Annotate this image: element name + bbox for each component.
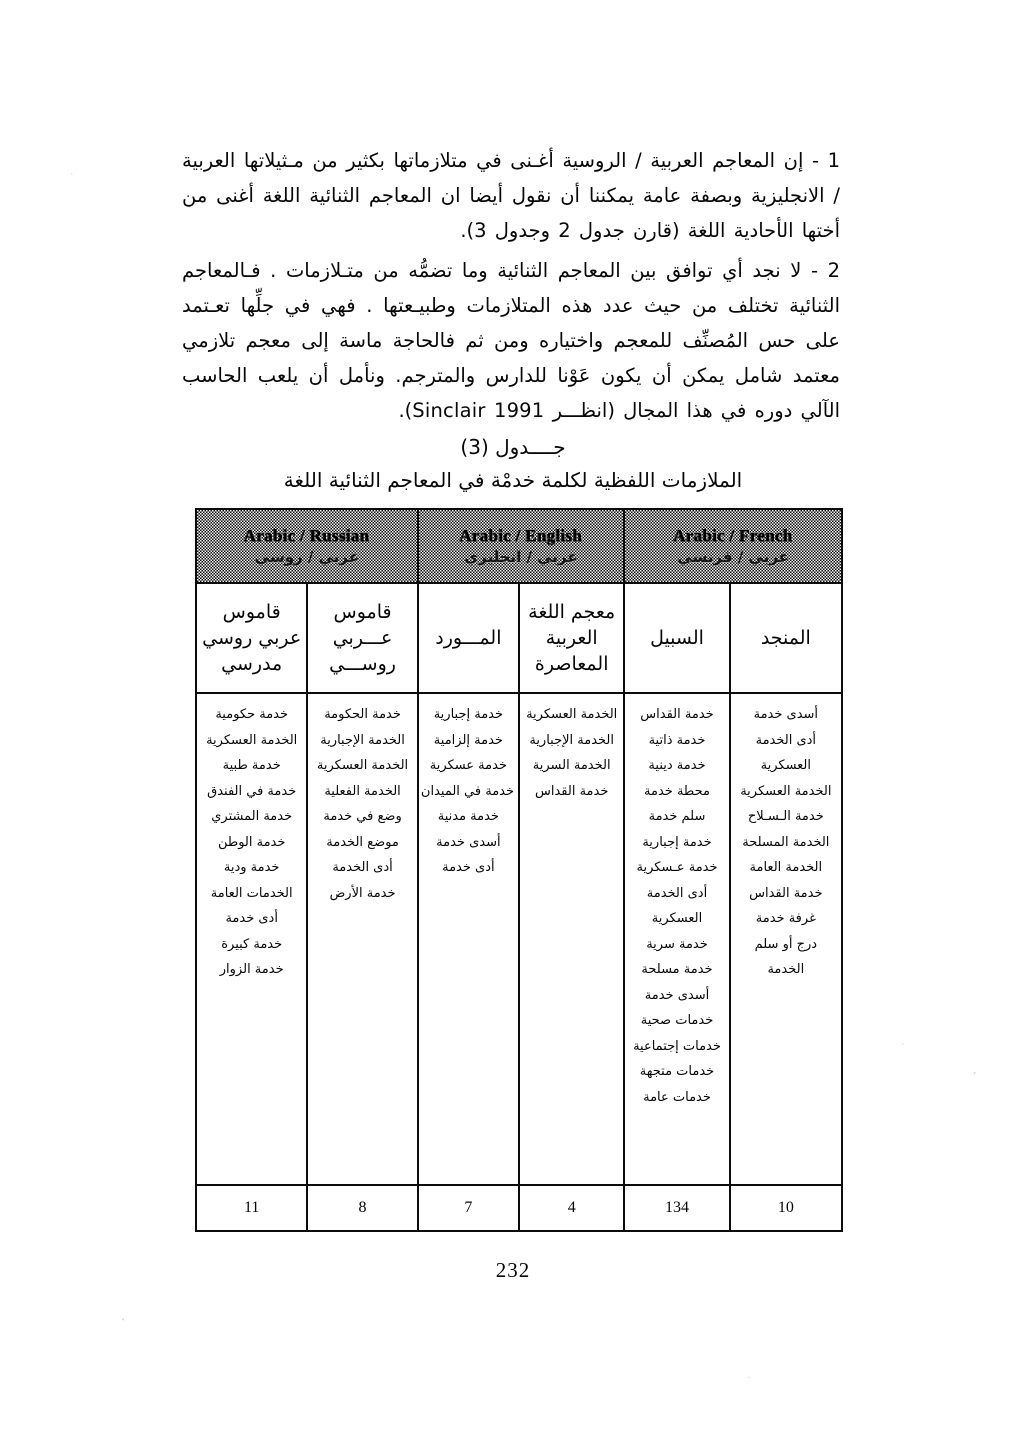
collocation-entry: خدمة سرية — [646, 936, 708, 952]
entries-cell-qamus-arabi-rusi — [307, 693, 417, 1185]
collocation-entry: الخدمة الفعلية — [324, 783, 401, 799]
collocation-entry: خدمة حكومية — [215, 707, 289, 722]
total-almawrid: 7 — [418, 1185, 519, 1231]
collocation-entry: الخدمة العسكرية — [740, 783, 832, 799]
table-caption-number: جــــدول (3) — [460, 435, 566, 459]
total-qamus-arabi-rusi: 8 — [307, 1185, 417, 1231]
language-band-arabic-label: عربي / انجليزي — [464, 548, 578, 566]
entries-cell-almunjid — [730, 693, 842, 1185]
collocation-entry: خدمة القداس — [534, 783, 609, 799]
dictionary-name-line: معجم اللغة — [528, 601, 616, 623]
dictionary-name-line: عربي روسي — [202, 627, 302, 649]
collocation-entry: خدمة ذاتية — [648, 732, 706, 748]
collocation-entry: الخدمة السرية — [532, 758, 611, 773]
collocation-entry: وضع في خدمة — [323, 809, 402, 824]
collocation-entries-row — [196, 693, 842, 1185]
collocation-entry: خدمة عسكرية — [429, 758, 507, 773]
collocation-entry: الخدمة المسلحة — [742, 834, 830, 850]
collocation-entry: العسكرية — [760, 758, 812, 773]
collocation-entry: خدمة إجبارية — [642, 834, 712, 850]
collocation-entry: خدمات متجهة — [639, 1064, 715, 1079]
paragraph-2: 2 - لا نجد أي توافق بين المعاجم الثنائية وما تضمُّه من متـلازمات . فـالمعاجم الثنائية تختلف من حيث عدد هذه المتلازمات وطبيـعتها . فهي في جلِّها تعـتمد على حس المُصنِّف للمعجم واختياره ومن ثم فالحاجة ماسة إلى معجم تلازمي معتمد شامل يمكن أن يكون عَوْنا للدارس والمترجم. ونأمل أن يلعب الحاسب الآلي دوره في هذا المجال (انظـــر Sinclair 1991). — [182, 259, 840, 422]
collocation-entry: أدى الخدمة — [755, 732, 817, 748]
total-mujam-allugha-almuasira: 4 — [519, 1185, 624, 1231]
collocation-entry: خدمات عامة — [643, 1089, 711, 1105]
totals-row — [196, 1185, 842, 1231]
collocation-entry: خدمات إجتماعية — [633, 1038, 721, 1054]
dictionary-header-qamus-arabi-rusi — [307, 583, 417, 693]
dictionary-name-line: قاموس — [222, 601, 281, 623]
collocation-entry: درج أو سلم — [754, 936, 818, 952]
dictionary-header-assabil — [624, 583, 729, 693]
collocation-entry: خدمة القداس — [640, 707, 714, 722]
dictionary-header-almawrid — [418, 583, 519, 693]
total-almunjid: 10 — [730, 1185, 842, 1231]
collocation-entry: خدمة مدنية — [437, 809, 499, 824]
collocation-entry: أسدى خدمة — [644, 987, 710, 1003]
dictionary-name-line: قاموس — [333, 601, 392, 623]
entries-cell-assabil — [624, 693, 729, 1185]
entries-cell-mujam-allugha-almuasira — [519, 693, 624, 1185]
paragraph-1: 1 - إن المعاجم العربية / الروسية أغـنى في متلازماتها بكثير من مـثيلاتها العربية / الانجليزية وبصفة عامة يمكننا أن نقول أيضا ان المعاجم الثنائية اللغة أغنى من أختها الأحادية اللغة (قارن جدول 2 وجدول 3). — [182, 149, 840, 242]
language-band-arabic-french — [624, 509, 842, 583]
dictionary-name-line: المـــورد — [435, 627, 502, 649]
collocation-entry: أدى الخدمة — [646, 885, 708, 901]
collocation-entry: سلم خدمة — [648, 809, 706, 824]
language-pair-header-row — [196, 509, 842, 583]
collocation-entry: خدمة الحكومة — [324, 707, 401, 722]
dictionary-header-qamus-arabi-rusi-madrasi — [196, 583, 307, 693]
language-band-arabic-russian — [196, 509, 418, 583]
collocation-entry: خدمة في الميدان — [420, 783, 515, 799]
collocation-entry: الخدمة العسكرية — [526, 707, 618, 722]
entries-cell-almawrid — [418, 693, 519, 1185]
dictionary-header-mujam-allugha-almuasira — [519, 583, 624, 693]
language-band-arabic-label: عربي / فرنسي — [677, 548, 789, 566]
collocation-entry: الخدمة الإجبارية — [320, 732, 405, 748]
collocation-entry: خدمة الأرض — [329, 885, 396, 901]
collocation-entry: خدمة القداس — [749, 885, 823, 901]
language-band-arabic-english — [418, 509, 625, 583]
total-qamus-arabi-rusi-madrasi: 11 — [196, 1185, 307, 1231]
collocation-entry: أدى خدمة — [225, 911, 278, 926]
collocation-entry: غرفة خدمة — [755, 911, 816, 926]
collocation-entry: خدمة طبية — [222, 758, 281, 773]
dictionary-name-header-row — [196, 583, 842, 693]
dictionary-name-line: روســـي — [329, 653, 396, 675]
collocation-entry: أسدى خدمة — [753, 707, 819, 722]
dictionary-name-line: المعاصرة — [534, 653, 609, 675]
collocations-table-wrapper — [195, 508, 843, 1232]
collocation-entry: أسدى خدمة — [436, 834, 501, 850]
collocation-entry: الخدمات العامة — [210, 885, 293, 901]
collocation-entry: الخدمة الإجبارية — [529, 732, 615, 748]
collocation-entry: خدمات صحية — [640, 1013, 714, 1028]
collocation-entry: أدى خدمة — [442, 860, 495, 875]
page-number: 232 — [495, 1258, 531, 1282]
collocation-entry: العسكرية — [651, 911, 703, 926]
dictionary-header-almunjid — [730, 583, 842, 693]
collocation-entry: محطة خدمة — [644, 783, 710, 799]
dictionary-name-line: المنجد — [760, 627, 811, 649]
collocations-table — [195, 508, 843, 1232]
collocation-entry: خدمة دينية — [648, 758, 706, 773]
collocation-entry: خدمة عـسكرية — [636, 860, 718, 875]
collocation-entry: خدمة الزوار — [219, 962, 284, 977]
total-assabil: 134 — [624, 1185, 729, 1231]
collocation-entry: خدمة إجبارية — [433, 707, 504, 722]
table-caption — [182, 432, 844, 496]
collocation-entry: الخدمة العسكرية — [316, 758, 409, 773]
language-band-latin-label: Arabic / Russian — [244, 526, 370, 545]
collocation-entry: خدمة في الفندق — [207, 783, 297, 799]
collocation-entry: خدمة المشتري — [211, 809, 293, 824]
dictionary-name-line: عـــربي — [332, 627, 393, 649]
collocation-entry: خدمة كبيرة — [221, 936, 283, 952]
entries-cell-qamus-arabi-rusi-madrasi — [196, 693, 307, 1185]
language-band-arabic-label: عربي / روسي — [254, 548, 359, 566]
collocation-entry: خدمة مسلحة — [641, 962, 713, 977]
language-band-latin-label: Arabic / French — [673, 526, 793, 545]
collocation-entry: الخدمة العامة — [749, 860, 823, 875]
collocation-entry: خدمة الـسـلاح — [747, 809, 824, 824]
collocation-entry: خدمة إلزامية — [433, 732, 503, 748]
collocation-entry: الخدمة العسكرية — [206, 732, 298, 748]
dictionary-name-line: مدرسي — [221, 653, 283, 675]
dictionary-name-line: السبيل — [650, 627, 704, 649]
collocation-entry: خدمة الوطن — [217, 834, 286, 850]
collocation-entry: أدى الخدمة — [332, 860, 393, 875]
collocation-entry: الخدمة — [767, 962, 805, 977]
collocation-entry: خدمة ودية — [223, 860, 280, 875]
language-band-latin-label: Arabic / English — [459, 526, 583, 545]
table-caption-title: الملازمات اللفظية لكلمة خدمْة في المعاجم الثنائية اللغة — [283, 468, 743, 492]
dictionary-name-line: العربية — [545, 627, 598, 649]
collocation-entry: موضع الخدمة — [326, 834, 399, 850]
